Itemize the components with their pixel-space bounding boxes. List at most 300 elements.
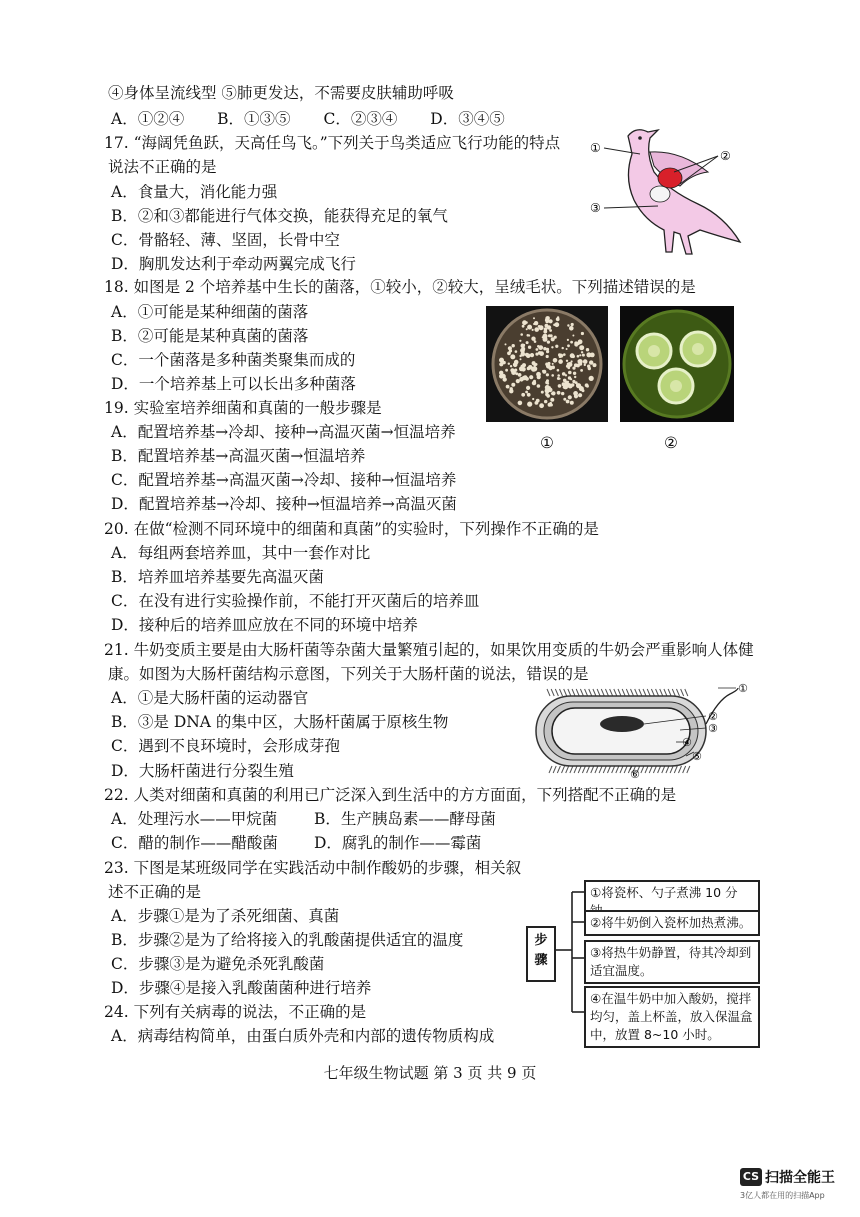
colony-dot — [567, 344, 570, 347]
colony-dot — [539, 351, 544, 356]
pilus — [572, 689, 575, 696]
steps-bracket — [556, 884, 586, 1054]
q16-options — [111, 108, 533, 130]
colony-dot — [574, 394, 578, 398]
q17-option-c: C．骨骼轻、薄、坚固，长骨中空 — [111, 231, 340, 249]
colony-dot — [548, 386, 551, 389]
colony-dot — [567, 362, 572, 367]
pilus — [614, 689, 617, 696]
pilus — [653, 766, 656, 773]
pilus — [635, 689, 638, 696]
colony-dot — [538, 345, 543, 350]
pilus — [622, 689, 625, 696]
q17-stem: 17. “海阔凭鱼跃，天高任鸟飞。”下列关于鸟类适应飞行功能的特点 — [104, 134, 561, 152]
colony-dot — [519, 340, 521, 342]
colony-dot — [550, 398, 554, 402]
page-footer: 七年级生物试题 第 3 页 共 9 页 — [323, 1064, 537, 1082]
q19-option-a: A．配置培养基→冷却、接种→高温灭菌→恒温培养 — [111, 423, 456, 441]
colony-dot — [542, 336, 544, 338]
q17-option-a: A．食量大，消化能力强 — [111, 183, 278, 201]
colony-dot — [570, 353, 575, 358]
q19-option-d: D．配置培养基→冷却、接种→恒温培养→高温灭菌 — [111, 495, 457, 513]
colony-dot — [539, 403, 544, 408]
q16-option-a: A．①②④ — [111, 110, 185, 128]
pilus — [599, 766, 602, 773]
pilus — [560, 689, 563, 696]
q23-stem: 23. 下图是某班级同学在实践活动中制作酸奶的步骤，相关叙 — [104, 859, 522, 877]
colony-dot — [506, 385, 510, 389]
colony-dot — [527, 393, 531, 397]
colony-dot — [589, 376, 594, 381]
q21-stem-cont: 康。如图为大肠杆菌结构示意图，下列关于大肠杆菌的说法，错误的是 — [108, 665, 589, 683]
pilus — [576, 689, 579, 696]
bird-label-3: ③ — [590, 201, 601, 215]
colony-dot — [529, 375, 533, 379]
bird-air-sac — [650, 186, 670, 202]
colony-dot — [565, 374, 567, 376]
steps-title-box — [526, 926, 556, 982]
colony-dot — [526, 341, 529, 344]
colony-dot — [520, 333, 523, 336]
colony-dot — [569, 326, 574, 331]
colony-dot — [527, 325, 532, 330]
colony-dot — [521, 365, 523, 367]
pilus — [595, 766, 598, 773]
colony-dot — [557, 374, 560, 377]
pilus — [574, 766, 577, 773]
colony-dot — [532, 366, 537, 371]
bird-eye — [638, 136, 642, 140]
colony-dot — [562, 382, 566, 386]
pilus — [580, 689, 583, 696]
pilus — [618, 689, 621, 696]
colony-dot — [557, 316, 559, 318]
q19-option-b: B．配置培养基→高温灭菌→恒温培养 — [111, 447, 366, 465]
colony-dot — [549, 319, 553, 323]
colony-dot — [510, 354, 515, 359]
pilus — [641, 766, 644, 773]
colony-dot — [581, 351, 583, 353]
colony-dot — [590, 354, 593, 357]
pilus — [549, 766, 552, 773]
pilus — [607, 766, 610, 773]
colony-dot — [553, 358, 558, 363]
colony-dot — [508, 346, 512, 350]
colony-dot — [510, 365, 512, 367]
colony-dot — [499, 371, 503, 375]
colony-dot — [551, 337, 555, 341]
colony-dot — [535, 353, 538, 356]
q18-option-c: C．一个菌落是多种菌类聚集而成的 — [111, 351, 356, 369]
petri-dish-1 — [486, 306, 608, 422]
pilus — [585, 689, 588, 696]
colony-dot — [534, 321, 538, 325]
colony-dot — [554, 322, 559, 327]
colony-dot — [571, 383, 574, 386]
colony-dot — [525, 321, 528, 324]
pilus — [681, 689, 684, 696]
q21-option-c: C．遇到不良环境时，会形成芽孢 — [111, 737, 340, 755]
colony-dot — [589, 367, 591, 369]
colony-dot — [567, 324, 569, 326]
colony-dot — [573, 372, 576, 375]
pilus — [658, 766, 661, 773]
pilus — [603, 766, 606, 773]
colony-dot — [568, 395, 572, 399]
colony-dot — [549, 329, 552, 332]
colony-dot — [579, 345, 584, 350]
bacterium-label-2: ② — [708, 710, 718, 723]
colony-dot — [537, 375, 541, 379]
pilus — [551, 689, 554, 696]
colony-dot — [551, 374, 554, 377]
colony-dot — [528, 346, 531, 349]
colony-dot — [543, 347, 546, 350]
colony-dot — [558, 359, 563, 364]
colony-dot — [533, 317, 535, 319]
q21-option-a: A．①是大肠杆菌的运动器官 — [111, 689, 309, 707]
colony-dot — [511, 383, 515, 387]
pilus — [555, 689, 558, 696]
colony-dot — [545, 381, 549, 385]
pilus — [685, 689, 688, 696]
colony-dot — [586, 385, 589, 388]
colony-dot — [576, 364, 580, 368]
colony-dot — [542, 370, 544, 372]
pilus — [674, 766, 677, 773]
colony-dot — [580, 369, 583, 372]
colony-dot — [561, 392, 564, 395]
colony-dot — [536, 399, 540, 403]
step-4-text: ④在温牛奶中加入酸奶，搅拌均匀，盖上杯盖，放入保温盒中，放置 8~10 小时。 — [590, 991, 753, 1042]
pilus — [643, 689, 646, 696]
pilus — [568, 689, 571, 696]
colony-dot — [586, 348, 589, 351]
scanner-logo: CS — [740, 1168, 762, 1186]
dish-label-2: ② — [664, 434, 678, 452]
q17-option-b: B．②和③都能进行气体交换，能获得充足的氧气 — [111, 207, 448, 225]
colony-dot — [522, 352, 524, 354]
colony-dot — [548, 403, 552, 407]
colony-dot — [508, 363, 510, 365]
pilus — [570, 766, 573, 773]
pilus — [631, 689, 634, 696]
bird-diagram — [588, 124, 750, 264]
pilus — [662, 766, 665, 773]
colony-dot — [520, 358, 522, 360]
pilus — [593, 689, 596, 696]
pilus — [651, 689, 654, 696]
colony-dot — [518, 401, 523, 406]
pilus — [564, 689, 567, 696]
q24-option-a: A．病毒结构简单，由蛋白质外壳和内部的遗传物质构成 — [111, 1027, 495, 1045]
pilus — [610, 689, 613, 696]
q21-option-d: D．大肠杆菌进行分裂生殖 — [111, 762, 294, 780]
colony-dot — [548, 334, 551, 337]
q22-stem: 22. 人类对细菌和真菌的利用已广泛深入到生活中的方方面面，下列搭配不正确的是 — [104, 786, 677, 804]
colony-dot — [522, 325, 525, 328]
q22-option-c: C．醋的制作——醋酸菌 — [111, 834, 278, 852]
step-3-text: ③将热牛奶静置，待其冷却到适宜温度。 — [590, 945, 752, 978]
step-2-box — [584, 910, 760, 936]
colony-dot — [512, 344, 515, 347]
colony-dot — [572, 335, 574, 337]
colony-dot — [519, 366, 524, 371]
pilus — [589, 689, 592, 696]
pilus — [553, 766, 556, 773]
q22-option-d: D．腐乳的制作——霉菌 — [314, 834, 482, 852]
bacterium-diagram — [530, 680, 752, 780]
colony-dot — [589, 360, 593, 364]
fungal-colony-center — [670, 380, 682, 392]
q20-option-d: D．接种后的培养皿应放在不同的环境中培养 — [111, 616, 418, 634]
pilus — [666, 766, 669, 773]
q20-option-c: C．在没有进行实验操作前，不能打开灭菌后的培养皿 — [111, 592, 480, 610]
q18-option-a: A．①可能是某种细菌的菌落 — [111, 303, 309, 321]
colony-dot — [567, 366, 570, 369]
q23-option-a: A．步骤①是为了杀死细菌、真菌 — [111, 907, 340, 925]
colony-dot — [571, 323, 574, 326]
colony-dot — [521, 393, 525, 397]
q23-option-d: D．步骤④是接入乳酸菌菌种进行培养 — [111, 979, 372, 997]
colony-dot — [525, 377, 529, 381]
colony-dot — [526, 386, 530, 390]
colony-dot — [566, 360, 568, 362]
colony-dot — [519, 377, 524, 382]
q20-option-a: A．每组两套培养皿，其中一套作对比 — [111, 544, 371, 562]
pilus — [664, 689, 667, 696]
colony-dot — [579, 354, 581, 356]
colony-dot — [544, 401, 546, 403]
pilus — [597, 689, 600, 696]
q17-stem-cont: 说法不正确的是 — [108, 158, 217, 176]
scanner-name: 扫描全能王 — [765, 1169, 835, 1186]
colony-dot — [584, 364, 586, 366]
colony-dot — [525, 391, 528, 394]
colony-dot — [547, 341, 550, 344]
fungal-colony-center — [648, 345, 660, 357]
pilus — [591, 766, 594, 773]
q16-option-c: C．②③④ — [323, 110, 398, 128]
q19-stem: 19. 实验室培养细菌和真菌的一般步骤是 — [104, 399, 382, 417]
colony-dot — [510, 368, 514, 372]
colony-dot — [515, 350, 518, 353]
pilus — [578, 766, 581, 773]
colony-dot — [546, 355, 549, 358]
colony-dot — [567, 339, 569, 341]
colony-dot — [518, 373, 522, 377]
pilus — [605, 689, 608, 696]
colony-dot — [514, 369, 517, 372]
bacterium-label-3: ③ — [708, 722, 718, 735]
colony-dot — [505, 369, 508, 372]
colony-dot — [527, 334, 530, 337]
colony-dot — [510, 387, 513, 390]
bacterium-label-1: ① — [738, 682, 748, 695]
pilus — [587, 766, 590, 773]
colony-dot — [558, 384, 562, 388]
colony-dot — [559, 354, 563, 358]
q23-option-c: C．步骤③是为避免杀死乳酸菌 — [111, 955, 325, 973]
q17-option-d: D．胸肌发达利于牵动两翼完成飞行 — [111, 255, 356, 273]
colony-dot — [593, 363, 597, 367]
q21-option-b: B．③是 DNA 的集中区，大肠杆菌属于原核生物 — [111, 713, 449, 731]
pilus — [683, 766, 686, 773]
colony-dot — [548, 366, 552, 370]
colony-dot — [547, 325, 551, 329]
q16-option-b: B．①③⑤ — [217, 110, 291, 128]
fungal-colony-center — [692, 343, 704, 355]
colony-dot — [548, 362, 551, 365]
colony-dot — [527, 402, 532, 407]
dish-label-1: ① — [540, 434, 554, 452]
pilus — [670, 766, 673, 773]
colony-dot — [557, 391, 561, 395]
q16-option-text: ④身体呈流线型 ⑤肺更发达，不需要皮肤辅助呼吸 — [108, 84, 454, 102]
q24-stem: 24. 下列有关病毒的说法，不正确的是 — [104, 1003, 367, 1021]
dna-region — [600, 716, 644, 732]
colony-dot — [546, 373, 549, 376]
q22-options-cd — [111, 832, 482, 854]
pilus — [601, 689, 604, 696]
colony-dot — [551, 393, 553, 395]
colony-dot — [578, 359, 583, 364]
colony-dot — [574, 341, 578, 345]
colony-dot — [546, 348, 549, 351]
q23-option-b: B．步骤②是为了给将接入的乳酸菌提供适宜的温度 — [111, 931, 464, 949]
colony-dot — [570, 401, 574, 405]
pilus — [645, 766, 648, 773]
pilus — [660, 689, 663, 696]
colony-dot — [536, 348, 539, 351]
pilus — [547, 689, 550, 696]
colony-dot — [507, 351, 511, 355]
q19-option-c: C．配置培养基→高温灭菌→冷却、接种→恒温培养 — [111, 471, 457, 489]
colony-dot — [537, 384, 541, 388]
colony-dot — [581, 332, 584, 335]
q18-stem: 18. 如图是 2 个培养基中生长的菌落，①较小，②较大，呈绒毛状。下列描述错误的是 — [104, 278, 696, 296]
colony-dot — [531, 337, 535, 341]
colony-dot — [582, 389, 585, 392]
pilus — [656, 689, 659, 696]
step-3-box — [584, 940, 760, 984]
q22-option-b: B．生产胰岛素——酵母菌 — [314, 810, 496, 828]
colony-dot — [545, 316, 549, 320]
colony-dot — [578, 393, 582, 397]
pilus — [626, 689, 629, 696]
colony-dot — [582, 354, 585, 357]
colony-dot — [555, 345, 558, 348]
pilus — [687, 766, 690, 773]
pilus — [647, 689, 650, 696]
pilus — [639, 689, 642, 696]
q20-stem: 20. 在做“检测不同环境中的细菌和真菌”的实验时，下列操作不正确的是 — [104, 520, 599, 538]
bacterium-label-6: ⑥ — [630, 768, 640, 780]
colony-dot — [563, 353, 566, 356]
q22-option-a: A．处理污水——甲烷菌 — [111, 810, 278, 828]
q18-option-b: B．②可能是某种真菌的菌落 — [111, 327, 309, 345]
step-1-text: ①将瓷杯、勺子煮沸 10 分 — [590, 885, 738, 900]
colony-dot — [568, 371, 572, 375]
pilus — [616, 766, 619, 773]
pilus — [649, 766, 652, 773]
colony-dot — [574, 382, 576, 384]
colony-dot — [557, 369, 560, 372]
pilus — [668, 689, 671, 696]
colony-dot — [532, 398, 534, 400]
pilus — [612, 766, 615, 773]
colony-dot — [578, 339, 583, 344]
colony-dot — [526, 328, 528, 330]
colony-dot — [532, 329, 534, 331]
colony-dot — [557, 377, 560, 380]
bird-lung — [658, 168, 682, 188]
colony-dot — [527, 367, 531, 371]
q22-options-ab — [111, 808, 496, 830]
petri-dish-2 — [620, 306, 734, 422]
pilus — [676, 689, 679, 696]
scanner-tagline: 3亿人都在用的扫描App — [740, 1190, 825, 1200]
colony-dot — [562, 347, 564, 349]
step-4-box — [584, 986, 760, 1048]
colony-dot — [534, 364, 536, 366]
colony-dot — [514, 360, 519, 365]
colony-dot — [539, 325, 544, 330]
q18-option-d: D．一个培养基上可以长出多种菌落 — [111, 375, 356, 393]
colony-dot — [552, 363, 554, 365]
colony-dot — [551, 346, 553, 348]
colony-dot — [566, 400, 570, 404]
steps-title: 步骤 — [534, 933, 548, 968]
pilus — [678, 766, 681, 773]
colony-dot — [544, 327, 548, 331]
colony-dot — [503, 377, 507, 381]
bacterium-label-4: ④ — [682, 736, 692, 749]
colony-dot — [533, 380, 536, 383]
q20-option-b: B．培养皿培养基要先高温灭菌 — [111, 568, 324, 586]
pilus — [582, 766, 585, 773]
q16-option-d: D．③④⑤ — [430, 110, 505, 128]
q21-stem: 21. 牛奶变质主要是由大肠杆菌等杂菌大量繁殖引起的，如果饮用变质的牛奶会严重影响人体健 — [104, 641, 754, 659]
colony-dot — [585, 361, 587, 363]
pilus — [566, 766, 569, 773]
step-2-text: ②将牛奶倒入瓷杯加热煮沸。 — [590, 915, 752, 930]
colony-dot — [563, 398, 566, 401]
bird-label-2: ② — [720, 149, 731, 163]
pilus — [620, 766, 623, 773]
pilus — [624, 766, 627, 773]
colony-dot — [566, 348, 568, 350]
colony-dot — [577, 355, 580, 358]
colony-dot — [534, 327, 539, 332]
colony-dot — [526, 353, 531, 358]
colony-dot — [505, 343, 507, 345]
colony-dot — [574, 376, 576, 378]
pilus — [672, 689, 675, 696]
colony-dot — [499, 358, 504, 363]
colony-dot — [570, 341, 573, 344]
bird-label-1: ① — [590, 141, 601, 155]
pilus — [557, 766, 560, 773]
bacterium-label-5: ⑤ — [692, 750, 702, 763]
colony-dot — [563, 386, 566, 389]
colony-dot — [570, 378, 572, 380]
colony-dot — [541, 391, 544, 394]
colony-dot — [530, 353, 534, 357]
colony-dot — [523, 344, 525, 346]
q23-stem-cont: 述不正确的是 — [108, 883, 202, 901]
scanner-watermark — [740, 1166, 835, 1201]
